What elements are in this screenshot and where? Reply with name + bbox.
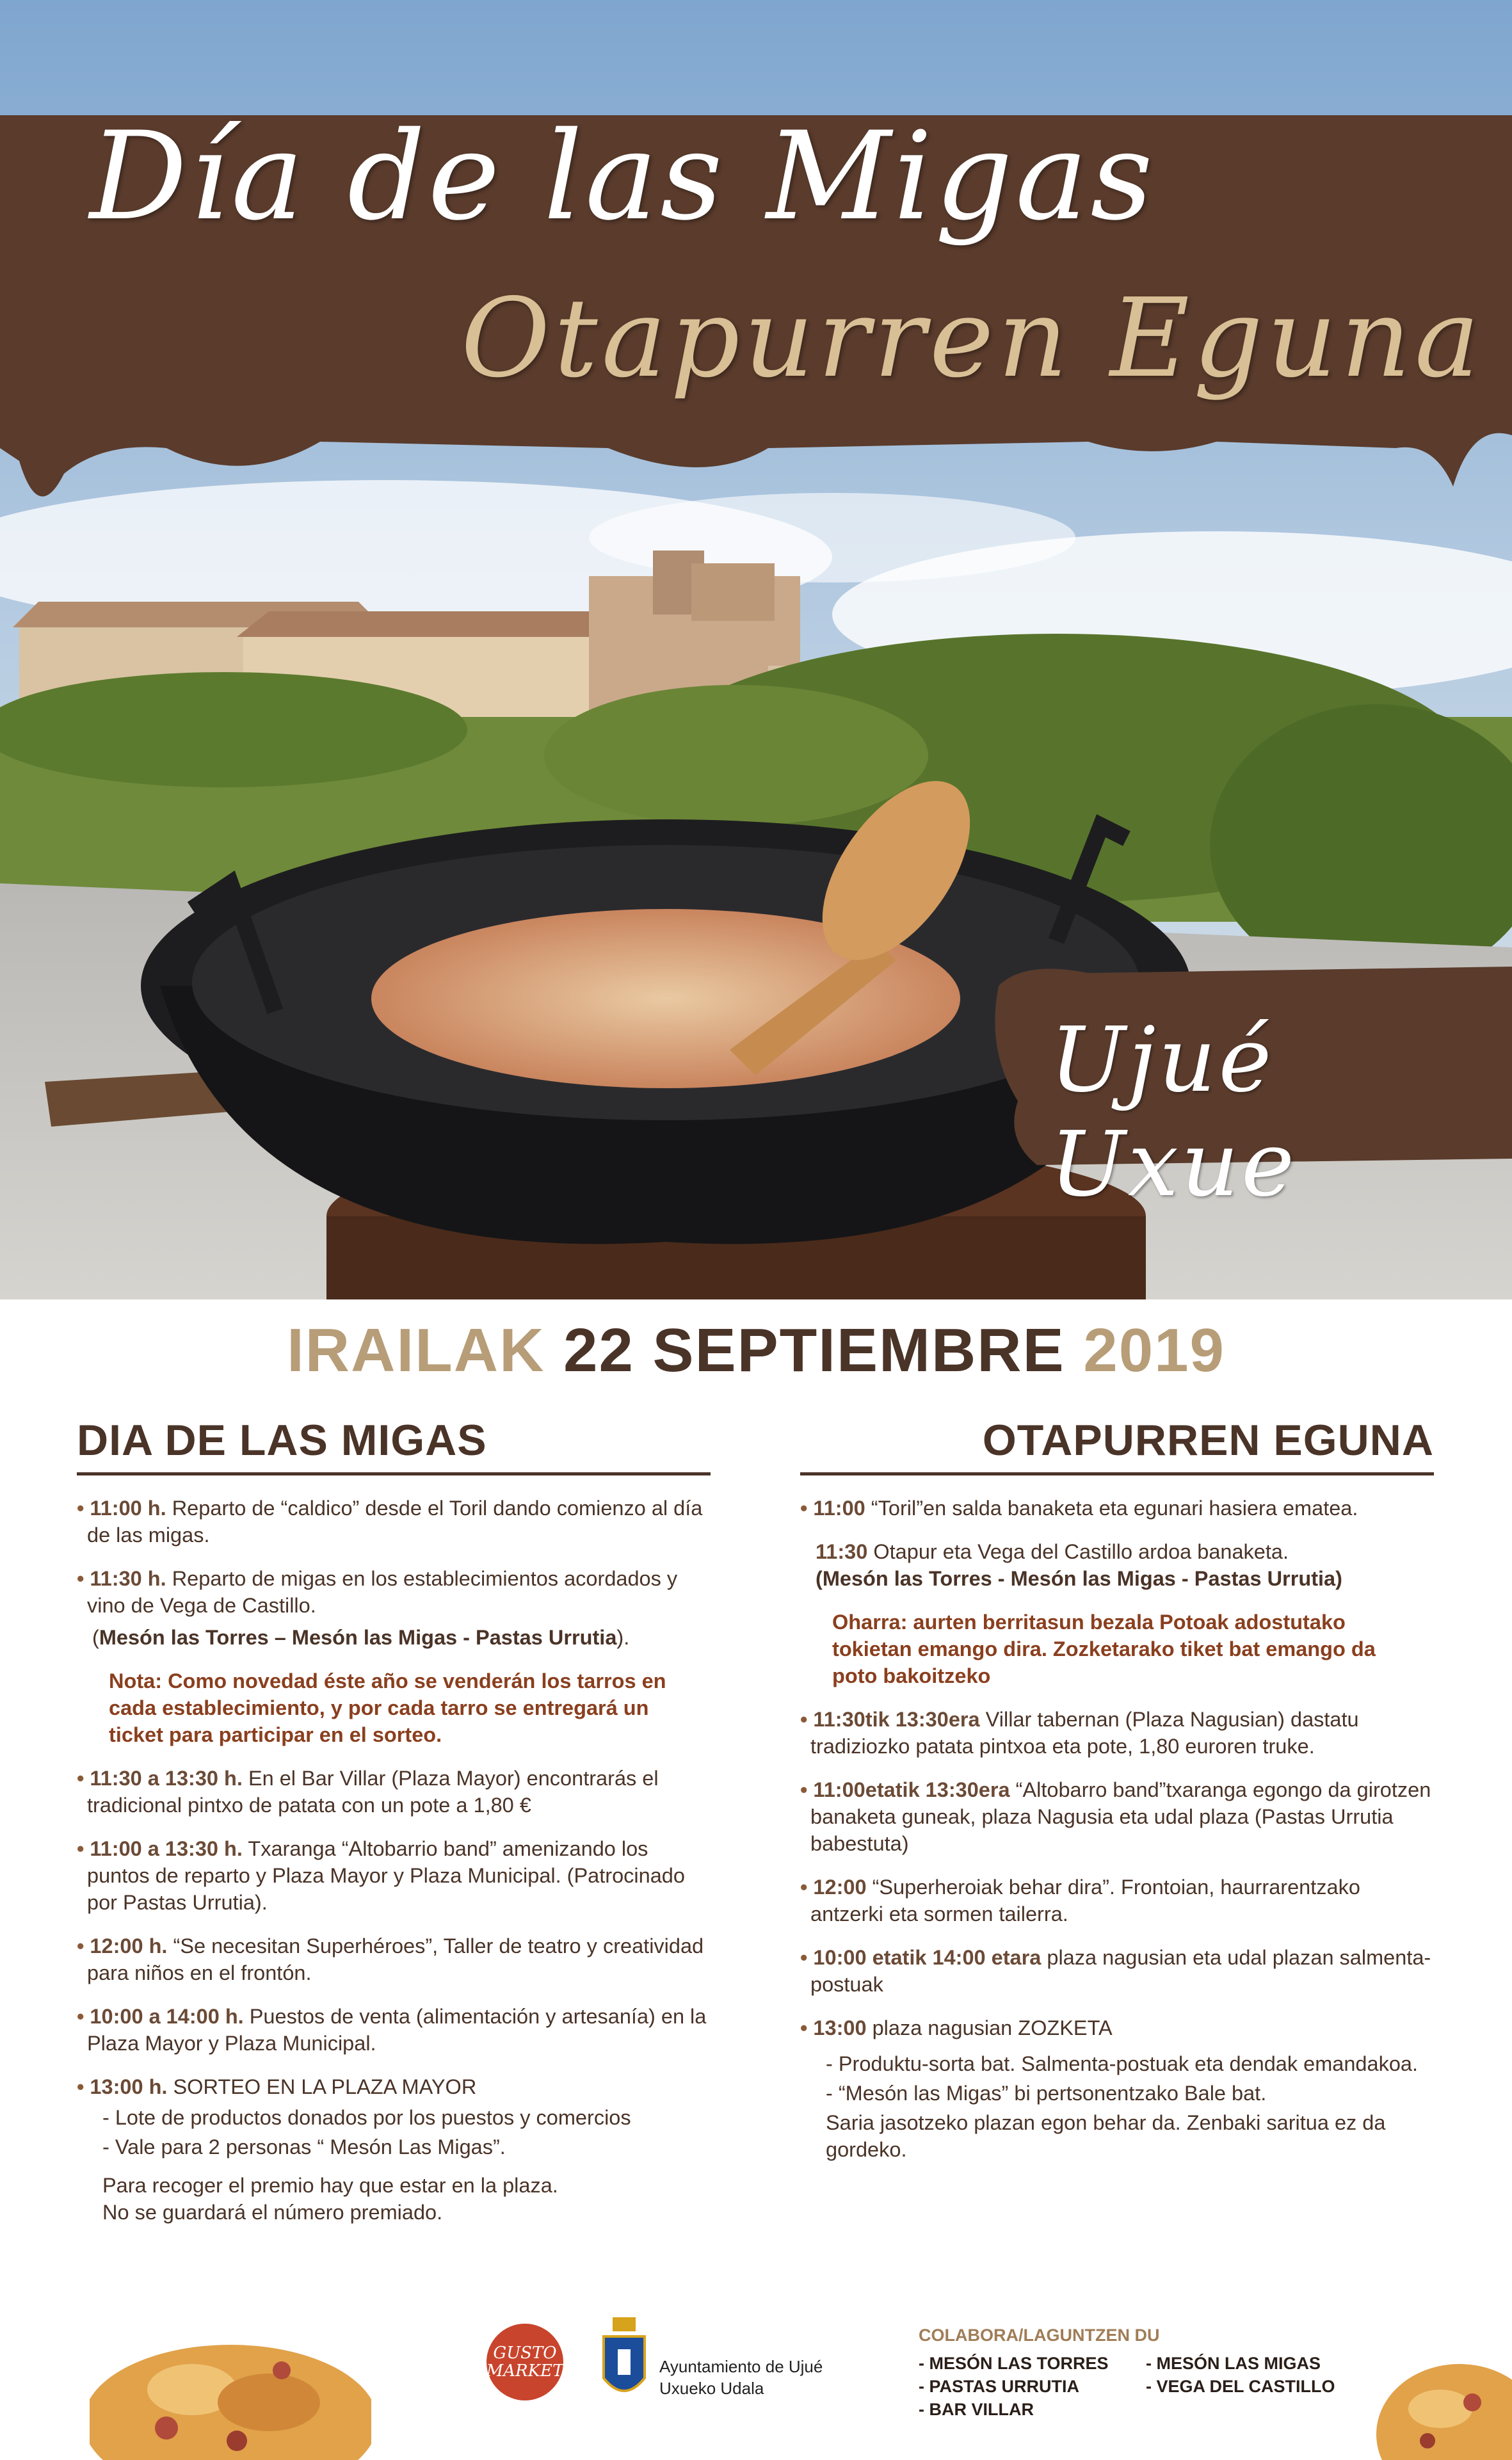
closing-note: Para recoger el premio hay que estar en la plaza. — [102, 2174, 558, 2197]
sponsor: - MESÓN LAS MIGAS — [1146, 2354, 1321, 2373]
migas-image-left — [90, 2294, 371, 2460]
program-es-heading: DIA DE LAS MIGAS — [77, 1416, 487, 1465]
program-item: • 11:00 a 13:30 h. Txaranga “Altobarrio band” amenizando los puntos de reparto y Plaza Mayor y Plaza Municipal. (Patrocinado por Pastas Urrutia). — [77, 1837, 685, 1914]
sponsor: - VEGA DEL CASTILLO — [1146, 2377, 1335, 2396]
raffle-prize: - “Mesón las Migas” bi pertsonentzako Bale bat. — [826, 2082, 1267, 2105]
divider — [77, 1472, 711, 1475]
venues-line: (Mesón las Torres - Mesón las Migas - Pastas Urrutia) — [816, 1567, 1342, 1590]
program-item: • 13:00 h. SORTEO EN LA PLAZA MAYOR — [77, 2075, 477, 2098]
sponsors-heading: COLABORA/LAGUNTZEN DU — [919, 2326, 1160, 2345]
program-item: • 11:00 h. Reparto de “caldico” desde el Toril dando comienzo al día de las migas. — [77, 1497, 703, 1547]
program-eu-heading: OTAPURREN EGUNA — [982, 1416, 1434, 1465]
program-eu — [800, 1415, 1434, 2163]
program-item: • 10:00 etatik 14:00 etara plaza nagusian eta udal plazan salmenta-postuak — [800, 1946, 1431, 1996]
program-item: • 11:00 “Toril”en salda banaketa eta egunari hasiera ematea. — [800, 1497, 1358, 1520]
program-item: • 11:00etatik 13:30era “Altobarro band”txaranga egongo da girotzen banaketa guneak, plaza Nagusia eta udal plaza (Pastas Urrutia babestuta) — [800, 1778, 1431, 1855]
raffle-prize: - Lote de productos donados por los puestos y comercios — [102, 2106, 631, 2129]
program-es — [77, 1415, 711, 2226]
venues-line: (Mesón las Torres – Mesón las Migas - Pastas Urrutia). — [92, 1626, 630, 1649]
migas-image-right — [1376, 2332, 1512, 2460]
sponsor: - BAR VILLAR — [919, 2400, 1034, 2419]
raffle-prize: - Vale para 2 personas “ Mesón Las Migas”. — [102, 2135, 506, 2159]
title-es: Día de las Migas — [90, 106, 1155, 247]
program-item: • 13:00 plaza nagusian ZOZKETA — [800, 2016, 1113, 2039]
program-item: • 10:00 a 14:00 h. Puestos de venta (alimentación y artesanía) en la Plaza Mayor y Plaza Municipal. — [77, 2005, 707, 2055]
date-month-eu: IRAILAK — [287, 1316, 545, 1385]
ayuntamiento-name: Ayuntamiento de Ujué Uxueko Udala — [659, 2357, 823, 2398]
sponsors — [919, 2324, 1351, 2421]
title-eu: Otapurren Eguna — [461, 275, 1484, 402]
sponsor: - PASTAS URRUTIA — [919, 2377, 1079, 2396]
program-item: • 11:30 h. Reparto de migas en los establecimientos acordados y vino de Vega de Castillo. — [77, 1567, 678, 1617]
program-item: • 11:30 a 13:30 h. En el Bar Villar (Plaza Mayor) encontrarás el tradicional pintxo de patata con un pote a 1,80 € — [77, 1767, 659, 1817]
closing-note: Saria jasotzeko plazan egon behar da. Zenbaki saritua ez da gordeko. — [826, 2111, 1386, 2161]
closing-note: No se guardará el número premiado. — [102, 2201, 443, 2224]
place-name: Ujué Uxue — [1050, 1008, 1297, 1217]
date-day-month: 22 SEPTIEMBRE — [563, 1316, 1065, 1385]
program-item: • 11:30tik 13:30era Villar tabernan (Plaza Nagusian) dastatu tradiziozko patata pintxoa eta pote, 1,80 euroren truke. — [800, 1708, 1359, 1758]
program-item: 11:30 Otapur eta Vega del Castillo ardoa banaketa. — [816, 1540, 1289, 1563]
program-note: Nota: Como novedad éste año se venderán los tarros en cada establecimiento, y por cada tarro se entregará un ticket para participar en el sorteo. — [109, 1669, 666, 1746]
gusto-market-logo: GUSTO MARKET — [487, 2324, 563, 2400]
date-year: 2019 — [1083, 1316, 1225, 1385]
sponsor: - MESÓN LAS TORRES — [919, 2354, 1109, 2373]
event-date — [0, 1315, 1512, 1386]
program-item: • 12:00 “Superheroiak behar dira”. Frontoian, haurrarentzako antzerki eta sormen tailerra. — [800, 1876, 1360, 1925]
ujue-coat-of-arms-icon — [599, 2317, 650, 2407]
divider — [800, 1472, 1434, 1475]
program-note: Oharra: aurten berritasun bezala Potoak adostutako tokietan emango dira. Zozketarako tiket bat emango da poto bakoitzeko — [832, 1611, 1376, 1687]
program-item: • 12:00 h. “Se necesitan Superhéroes”, Taller de teatro y creatividad para niños en el frontón. — [77, 1934, 704, 1984]
raffle-prize: - Produktu-sorta bat. Salmenta-postuak eta dendak emandakoa. — [826, 2052, 1418, 2075]
